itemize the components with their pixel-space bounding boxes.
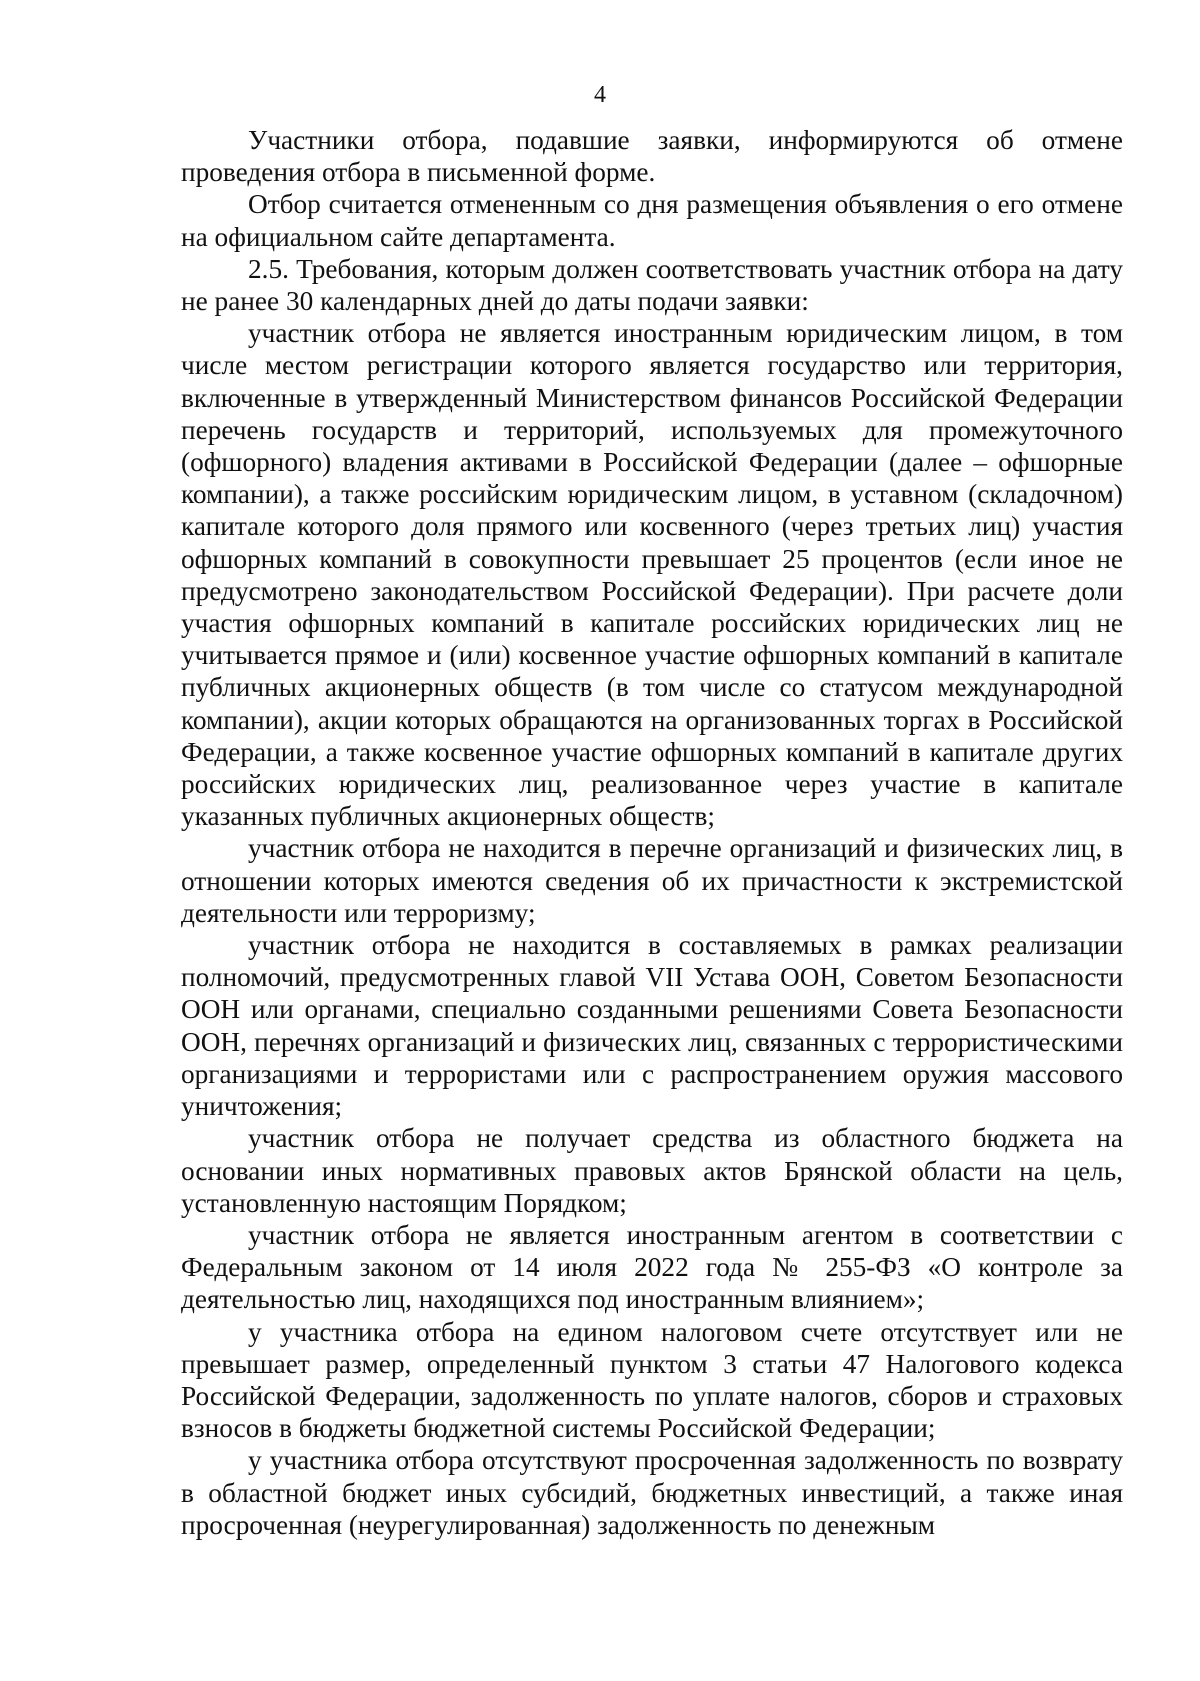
paragraph-offshore-requirement: участник отбора не является иностранным юридическим лицом, в том числе местом регистрации которого является государство или территория, включенные в утвержденный Министерством финансов Российской Федерации перечень государств и территорий, используемых для промежуточного (офшорного) владения активами в Российской Федерации (далее – офшорные компании), а также российским юридическим лицом, в уставном (складочном) капитале которого доля прямого или косвенного (через третьих лиц) участия офшорных компаний в совокупности превышает 25 процентов (если иное не предусмотрено законодательством Российской Федерации). При расчете доли участия офшорных компаний в капитале российских юридических лиц не учитывается прямое и (или) косвенное участие офшорных компаний в капитале публичных акционерных обществ (в том числе со статусом международной компании), акции которых обращаются на организованных торгах в Российской Федерации, а также косвенное участие офшорных компаний в капитале других российских юридических лиц, реализованное через участие в капитале указанных публичных акционерных обществ;: [181, 318, 1123, 832]
paragraph-regional-budget-requirement: участник отбора не получает средства из областного бюджета на основании иных нормативных правовых актов Брянской области на цель, установленную настоящим Порядком;: [181, 1123, 1123, 1218]
paragraph-un-sanctions-requirement: участник отбора не находится в составляемых в рамках реализации полномочий, предусмотренных главой VII Устава ООН, Советом Безопасности ООН или органами, специально созданными решениями Совета Безопасности ООН, перечнях организаций и физических лиц, связанных с террористическими организациями и террористами или с распространением оружия массового уничтожения;: [181, 930, 1123, 1122]
page-number: 4: [594, 82, 606, 108]
paragraph-overdue-debt-requirement: у участника отбора отсутствуют просроченная задолженность по возврату в областной бюджет иных субсидий, бюджетных инвестиций, а также иная просроченная (неурегулированная) задолженность по денежным: [181, 1445, 1123, 1540]
paragraph-tax-debt-requirement: у участника отбора на едином налоговом счете отсутствует или не превышает размер, определенный пунктом 3 статьи 47 Налогового кодекса Российской Федерации, задолженность по уплате налогов, сборов и страховых взносов в бюджеты бюджетной системы Российской Федерации;: [181, 1316, 1123, 1444]
document-body: [181, 124, 1123, 1541]
paragraph-extremism-requirement: участник отбора не находится в перечне организаций и физических лиц, в отношении которых имеются сведения об их причастности к экстремистской деятельности или терроризму;: [181, 833, 1123, 928]
paragraph-cancellation-date: Отбор считается отмененным со дня размещения объявления о его отмене на официальном сайте департамента.: [181, 189, 1123, 252]
paragraph-section-2-5: 2.5. Требования, которым должен соответствовать участник отбора на дату не ранее 30 календарных дней до даты подачи заявки:: [181, 253, 1123, 317]
paragraph-cancellation-notice: Участники отбора, подавшие заявки, информируются об отмене проведения отбора в письменной форме.: [181, 125, 1123, 188]
paragraph-foreign-agent-requirement: участник отбора не является иностранным агентом в соответствии с Федеральным законом от 14 июля 2022 года № 255-ФЗ «О контроле за деятельностью лиц, находящихся под иностранным влиянием»;: [181, 1219, 1123, 1315]
